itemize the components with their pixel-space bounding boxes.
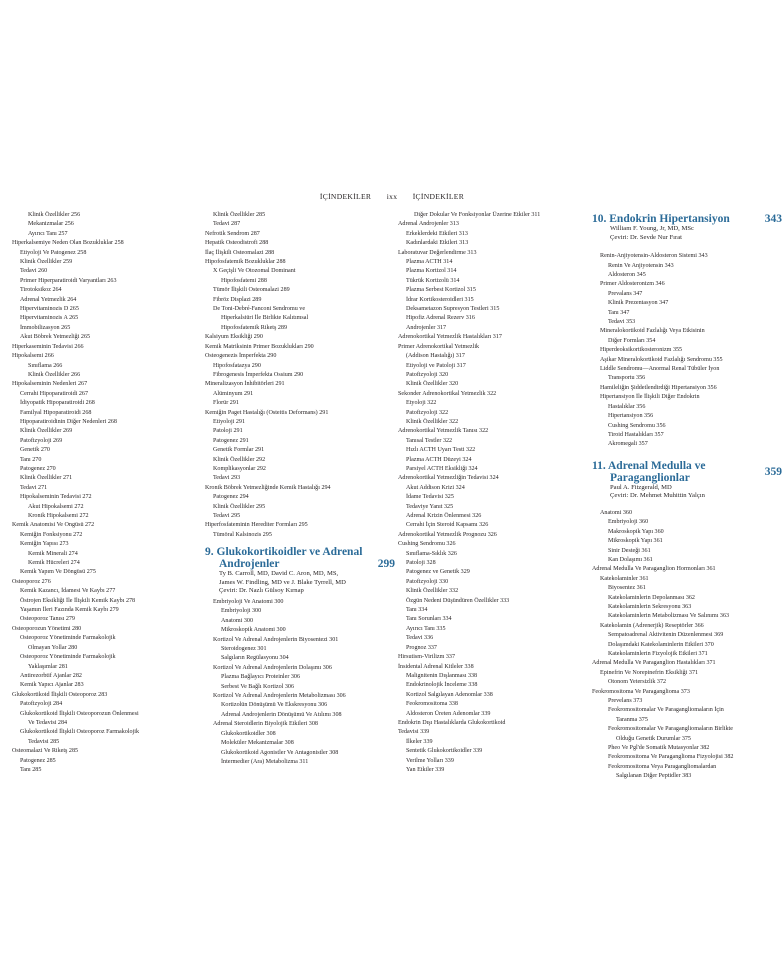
toc-entry: (Addison Hastalığı) 317: [406, 353, 465, 360]
toc-entry: Ve Tedavisi 284: [28, 719, 68, 726]
toc-entry: Dolaşımdaki Katekolaminlerin Etkileri 370: [608, 641, 714, 648]
toc-entry: Mikroskopik Anatomi 300: [221, 627, 286, 634]
chapter-10-title-text: Endokrin Hipertansiyon: [609, 213, 730, 225]
toc-entry: Moleküler Mekanizmalar 308: [221, 740, 294, 747]
toc-entry: Prevalans 347: [608, 290, 643, 297]
toc-entry: Biyosentez 361: [608, 585, 646, 592]
toc-entry: Hipervitaminozis A 265: [20, 315, 79, 322]
toc-entry: Cerrahi Hipoparatiroidi 267: [20, 390, 89, 397]
chapter-11-authors: Paul A. Fitzgerald, MD: [610, 483, 672, 491]
toc-entry: Olduğu Genetik Durumlar 375: [616, 735, 691, 742]
toc-entry: Adrenokortikal Yetmezlik Prognozu 326: [398, 531, 497, 538]
toc-entry: Tedavi 336: [406, 635, 434, 642]
toc-entry: Mikroskopik Yapı 361: [608, 538, 663, 545]
toc-entry: Tümör İlişkili Osteomalazi 289: [213, 287, 290, 294]
toc-entry: Tedavi 293: [213, 475, 241, 482]
toc-entry: Kemik Yapım Ve Döngüsü 275: [20, 569, 96, 576]
toc-entry: Transportu 356: [608, 375, 646, 382]
toc-entry: Patogenez 294: [213, 494, 249, 501]
toc-entry: Embriyoloji Ve Anatomi 300: [213, 599, 284, 605]
toc-entry: Hipervitaminozis D 265: [20, 306, 79, 313]
chapter-11-title: [592, 460, 706, 484]
toc-entry: Tedavisi 339: [398, 729, 430, 736]
toc-entry: Klinik Özellikler 256: [28, 212, 81, 218]
toc-entry: Klinik Prezentasyon 347: [608, 300, 669, 307]
toc-entry: Hipokalsemi 266: [12, 353, 54, 360]
toc-entry: Diğer Dokular Ve Fonksiyonlar Üzerine Etkiler 311: [414, 212, 541, 218]
toc-entry: Kortizol Ve Adrenal Androjenlerin Dolaşımı 306: [213, 664, 332, 671]
chapter-9-title-line1: Glukokortikoidler ve Adrenal: [216, 546, 363, 559]
toc-entry: Tümöral Kalsinozis 295: [213, 531, 272, 538]
toc-entry: İdame Tedavisi 325: [406, 494, 454, 501]
toc-entry: Feokromositoma Ve Paraganglioma Fizyolojisi 382: [608, 754, 734, 761]
toc-entry: Tedavi 353: [608, 319, 636, 326]
chapter-10-translator: Çeviri: Dr. Sevde Nur Fırat: [610, 233, 682, 241]
toc-column-3: [398, 211, 588, 775]
toc-entry: Florür 291: [213, 400, 239, 407]
toc-entry: Tedaviye Yanıt 325: [406, 503, 454, 510]
chapter-9-title-line2: Androjenler: [219, 558, 280, 571]
toc-entry: Patofizyoloji 284: [20, 701, 63, 708]
toc-entry: Katekolaminlerin Depolanması 362: [608, 594, 695, 601]
toc-entry: Anatomi 360: [600, 509, 632, 516]
toc-entry: Tedavisi 285: [28, 738, 60, 745]
toc-entry: De Toni-Debré-Fanconi Sendromu ve: [213, 306, 306, 313]
toc-entry: Klinik Özellikler 322: [406, 418, 459, 425]
toc-entry: Kortizolün Dönüşümü Ve Ekskresyonu 306: [221, 702, 328, 709]
toc-entry: Sentetik Glukokortikoidler 339: [406, 748, 483, 755]
toc-entry: Klinik Özellikler 285: [213, 212, 266, 218]
toc-entry: Hirsutism-Virilizm 337: [398, 654, 456, 661]
toc-entry: Ayırıcı Tanı 257: [28, 230, 68, 237]
toc-entry: Adrenal Androjenler 313: [398, 221, 459, 228]
toc-entry: Serbest Ve Bağlı Kortizol 306: [221, 683, 295, 690]
toc-entry: Yaklaşımlar 281: [28, 663, 68, 670]
header-right: İÇİNDEKİLER: [412, 192, 465, 201]
toc-entry: Hipofosfatemik Riketş 289: [221, 324, 288, 331]
toc-entry: Alüminyum 291: [213, 390, 254, 397]
toc-entry: Prevelans 373: [608, 698, 643, 705]
toc-entry: Plazma Kortizol 314: [406, 268, 457, 275]
toc-entry: Aldosteron 345: [608, 272, 646, 278]
toc-entry: Akut Addison Krizi 324: [406, 484, 465, 491]
toc-entry: Osteogenezis İmperfekta 290: [205, 353, 277, 360]
toc-entry: Genetik 270: [20, 447, 50, 454]
toc-entry: Androjenler 317: [406, 324, 447, 331]
running-header: [0, 192, 784, 201]
toc-entry: Akromegali 357: [608, 441, 648, 448]
toc-entry: Tedavi 295: [213, 513, 241, 519]
toc-entry: İdiyopatik Hipoparatiroidi 268: [20, 400, 95, 407]
toc-entry: Feokromositoma Veya Paragangliomalardan: [608, 763, 717, 770]
toc-entry: Yan Etkiler 339: [406, 766, 445, 773]
toc-entry: Hipertansiyon İle İlişkili Diğer Endokrin: [600, 394, 700, 401]
toc-entry: Etiyoloji Ve Patogenez 258: [20, 249, 87, 256]
chapter-11-number: 11.: [592, 459, 606, 472]
toc-entry: Mineralokortikoid Fazlalığı Veya Etkisinin: [600, 328, 705, 335]
toc-entry: Patofizyoloji 330: [406, 578, 449, 585]
toc-entry: İlaç İlişkili Osteomalazi 288: [205, 249, 275, 256]
toc-entry: Klinik Özellikler 332: [406, 588, 459, 595]
toc-entry: Sınıflama-Sıklık 326: [406, 550, 457, 557]
toc-entry: Otonom Yetersizlik 372: [608, 679, 667, 686]
toc-entry: Glukokortikoid İlişkili Osteoporoz Farmakolojik: [20, 729, 139, 736]
toc-entry: Osteoporozun Yönetimi 280: [12, 625, 82, 632]
toc-entry: Klinik Özellikler 259: [20, 259, 73, 266]
toc-entry: Katekolaminler 361: [600, 575, 649, 582]
toc-entry: Sinir Desteği 361: [608, 547, 651, 554]
toc-entry: Hastalıklar 356: [608, 403, 646, 410]
toc-entry: Etiyoloji ve Patoloji 317: [406, 362, 466, 369]
toc-entry: Tedavi 271: [20, 484, 48, 491]
toc-column-4-bottom: [592, 509, 782, 782]
toc-entry: Embriyoloji 360: [608, 519, 649, 526]
toc-entry: Klinik Özellikler 292: [213, 456, 266, 463]
chapter-10-authors: William F. Young, Jr, MD, MSc: [610, 225, 694, 232]
toc-entry: Tanı Sorunları 334: [406, 616, 452, 623]
toc-entry: Klinik Özellikler 320: [406, 381, 459, 388]
toc-entry: Kemik Minerali 274: [28, 550, 78, 557]
chapter-11-translator: Çeviri: Dr. Mehmet Muhittin Yalçın: [610, 492, 705, 500]
chapter-9-authors: Ty B. Carroll, MD, David C. Aron, MD, MS,: [219, 570, 339, 578]
toc-entry: Klinik Özellikler 269: [20, 428, 73, 435]
toc-entry: Kalsiyum Eksikliği 290: [205, 334, 263, 341]
chapter-9-page: 299: [377, 558, 395, 571]
toc-entry: Sempatoadrenal Aktivitenin Düzenlenmesi 369: [608, 632, 724, 639]
toc-entry: Kadınlardaki Etkileri 313: [406, 240, 469, 247]
toc-column-1: [12, 211, 202, 775]
toc-entry: Fibrogenesis İmperfekta Ossium 290: [213, 371, 304, 378]
toc-entry: Plazma Bağlayıcı Proteinler 306: [221, 674, 301, 681]
toc-entry: Plazma ACTH Düzeyi 324: [406, 456, 472, 463]
toc-entry: Tanı 347: [608, 309, 630, 316]
toc-entry: Hiperdeoksikortikosteronizm 355: [600, 347, 683, 354]
toc-entry: Adrenal Androjenlerin Dönüşümü Ve Atılımı 308: [221, 711, 342, 718]
toc-entry: Hipertansiyon 356: [608, 413, 654, 420]
toc-entry: X Geçişli Ve Otozomal Dominant: [213, 268, 296, 275]
toc-entry: Mekanizmalar 256: [28, 221, 74, 228]
toc-entry: Kemik Kazancı, İdamesi Ve Kaybı 277: [20, 588, 116, 595]
toc-entry: Patoloji 291: [213, 428, 243, 435]
toc-entry: Plazma ACTH 314: [406, 259, 453, 266]
toc-entry: Kemik Hücreleri 274: [28, 560, 80, 567]
toc-entry: Klinik Özellikler 295: [213, 503, 266, 510]
toc-entry: Kan Dolaşımı 361: [608, 556, 653, 563]
toc-entry: Makroskopik Yapı 360: [608, 528, 664, 535]
toc-entry: Kemik Anatomisi Ve Ongüsü 272: [12, 522, 95, 529]
toc-entry: Embriyoloji 300: [221, 608, 262, 615]
toc-entry: Hiperfosfateminin Herediter Formları 295: [205, 522, 308, 529]
chapter-10-number: 10.: [592, 213, 607, 225]
toc-column-2-bottom: [205, 598, 395, 767]
toc-entry: Plazma Serbest Kortizol 315: [406, 287, 476, 294]
toc-entry: Parsiyel ACTH Eksikliği 324: [406, 465, 478, 472]
toc-entry: Tanı 285: [20, 766, 42, 773]
toc-entry: Feokromositomalar Ve Paragangliomaların İçin: [608, 707, 724, 714]
chapter-11-page: 359: [764, 465, 782, 478]
toc-entry: Katekolamin (Adrenerjik) Reseptörler 366: [600, 622, 704, 629]
toc-entry: Glukokortikoid İlişkili Osteoporoz 283: [12, 691, 108, 698]
toc-entry: Sınıflama 266: [28, 362, 63, 369]
toc-entry: Cushing Sendromu 326: [398, 541, 456, 548]
toc-entry: Tedavi 287: [213, 221, 241, 228]
toc-entry: Primer Adrenokortikal Yetmezlik: [398, 343, 480, 350]
toc-entry: Glukokortikoidler 308: [221, 730, 276, 737]
toc-entry: Aşikar Mineralokortikoid Fazlalığı Sendromu 355: [600, 356, 723, 363]
toc-entry: Kortizol Ve Adrenal Androjenlerin Metabolizması 306: [213, 693, 346, 700]
toc-entry: Osteoporoz Yönetiminde Farmakolojik: [20, 635, 116, 642]
toc-entry: Kemiğin Yapısı 273: [20, 541, 69, 548]
toc-entry: Yaşamın İleri Fazında Kemik Kaybı 279: [20, 607, 119, 614]
toc-entry: Salgıların Regülasyonu 304: [221, 655, 289, 662]
toc-entry: Hipofosfatemi 288: [221, 277, 267, 284]
toc-entry: Hepatik Osteodistrofi 288: [205, 240, 269, 247]
toc-entry: Patogenez 285: [20, 757, 56, 764]
toc-entry: Patofizyoloji 320: [406, 371, 449, 378]
toc-entry: Adrenokortikal Yetmezlik Hastalıkları 317: [398, 334, 502, 341]
toc-entry: Endokrinolojik İnceleme 338: [406, 682, 478, 689]
toc-entry: İmmobilizasyon 265: [20, 324, 71, 331]
toc-entry: Glukokortikoid İlişkili Osteoporozun Önlenmesi: [20, 710, 139, 717]
toc-entry: Malignitenin Dışlanması 338: [406, 672, 478, 679]
toc-entry: Kronik Hipokalsemi 272: [28, 513, 89, 519]
header-left: İÇİNDEKİLER: [319, 192, 372, 201]
toc-entry: Mineralizasyon İnhibitörleri 291: [205, 381, 285, 388]
toc-entry: Komplikasyonlar 292: [213, 465, 266, 472]
toc-entry: Kortizol Ve Adrenal Androjenlerin Biyosentezi 301: [213, 636, 339, 643]
chapter-9-heading: [205, 546, 395, 596]
toc-entry: İlkeler 339: [406, 738, 433, 745]
toc-entry: Cerrahi İçin Steroid Kapsamı 326: [406, 522, 489, 529]
toc-entry: Hipofosfatemik Bozukluklar 288: [205, 259, 286, 266]
toc-entry: Hipokalseminin Tedavisi 272: [20, 494, 92, 501]
toc-entry: Liddle Sendromu—Anormal Renal Tübüler İyon: [600, 366, 720, 373]
chapter-9-number: 9.: [205, 546, 214, 559]
toc-entry: Feokromositoma 338: [406, 701, 458, 708]
toc-entry: Feokromositomalar Ve Paragangliomaların Birlikte: [608, 726, 733, 733]
chapter-11-title-line2: Paraganglionlar: [610, 471, 690, 484]
chapter-11-heading: [592, 460, 782, 501]
toc-entry: Patofizyoloji 269: [20, 437, 63, 444]
toc-entry: Hipoparatiroidinin Diğer Nedenleri 268: [20, 418, 117, 425]
toc-entry: Ayırıcı Tanı 335: [406, 625, 446, 632]
toc-entry: Verilme Yolları 339: [406, 757, 454, 764]
toc-entry: Kemiğin Paget Hastalığı (Osteitis Deformans) 291: [205, 409, 329, 416]
toc-entry: Katekolaminlerin Fizyolojik Etkileri 371: [608, 651, 708, 657]
toc-entry: Laboratuvar Değerlendirme 313: [398, 249, 477, 256]
toc-entry: Osteoporoz Tanısı 279: [20, 616, 75, 623]
toc-column-4: [592, 213, 782, 782]
chapter-11-title-line1: Adrenal Medulla ve: [608, 459, 706, 472]
chapter-10-heading: [592, 213, 782, 242]
toc-entry: Hiperkaseminin Tedavisi 266: [12, 343, 84, 350]
toc-entry: Hipokalseminin Nedenleri 267: [12, 381, 88, 388]
toc-entry: Adrenal Krizin Önlenmesi 326: [406, 513, 482, 519]
toc-entry: Olmayan Yollar 280: [28, 644, 78, 651]
toc-entry: Diğer Formları 354: [608, 337, 656, 344]
toc-entry: Patogenez ve Genetik 329: [406, 569, 470, 576]
toc-entry: Etiyoloji 291: [213, 418, 245, 425]
toc-entry: Anatomi 300: [221, 617, 253, 624]
toc-entry: Hipofiz Adrenal Rezerv 316: [406, 315, 475, 322]
toc-entry: Kronik Böbrek Yetmezliğinde Kemik Hastalığı 294: [205, 484, 331, 491]
toc-entry: Katekolaminlerin Sekresyonu 363: [608, 603, 692, 610]
page-number: ixx: [386, 192, 398, 201]
toc-entry: Kortizol Salgılayan Adenomlar 338: [406, 691, 493, 698]
toc-entry: Adrenal Yetmezlik 264: [20, 296, 77, 303]
toc-entry: Klinik Özellikler 271: [20, 475, 73, 482]
toc-entry: Adrenal Medulla Ve Paraganglion Hormonları 361: [592, 566, 716, 573]
toc-entry: Tedavi 260: [20, 268, 48, 275]
toc-entry: Pheo Ve Pgl'de Somatik Mutasyonlar 382: [608, 745, 710, 752]
toc-entry: Genetik Formlar 291: [213, 447, 265, 454]
toc-entry: İnsidental Adrenal Kitleler 338: [398, 663, 474, 670]
chapter-9-authors-2: James W. Findling, MD ve J. Blake Tyrrell, MD: [219, 578, 346, 586]
toc-entry: Hipofosfatazya 290: [213, 362, 261, 369]
toc-entry: Hiperkalsiüri İle Birlikte Kalıtımsal: [221, 315, 309, 322]
toc-entry: Kemiğin Fonksiyonu 272: [20, 531, 83, 538]
toc-entry: Renin-Anjiyotensin-Aldosteron Sistemi 343: [600, 253, 708, 260]
toc-entry: Adrenokortikal Yetmezliğin Tedavisi 324: [398, 475, 499, 482]
toc-entry: Primer Aldosteronizm 346: [600, 281, 665, 288]
toc-entry: Patogenez 270: [20, 465, 56, 472]
toc-entry: Akut Hipokalsemi 272: [28, 503, 84, 510]
toc-entry: Patofizyoloji 322: [406, 409, 449, 416]
toc-entry: Familyal Hipoparatiroidi 268: [20, 409, 92, 416]
toc-entry: Deksametazon Supresyon Testleri 315: [406, 306, 500, 313]
toc-entry: Tanı 334: [406, 607, 428, 614]
toc-entry: Cushing Sendromu 356: [608, 422, 666, 429]
toc-entry: Klinik Özellikler 266: [28, 371, 81, 378]
toc-entry: Etyoloji 322: [406, 400, 437, 407]
toc-entry: Salgılanan Diğer Peptidler 383: [616, 773, 692, 780]
chapter-10-page: 343: [764, 213, 782, 225]
toc-column-2: [205, 211, 395, 767]
toc-entry: Taranma 375: [616, 716, 648, 723]
toc-entry: Renin Ve Anjiyotensin 343: [608, 262, 674, 269]
toc-entry: Hamileliğin Şiddetlendirdiği Hipertansiyon 356: [600, 384, 717, 391]
toc-entry: Epinefrin Ve Norepinefrin Eksikliği 371: [600, 669, 699, 676]
toc-entry: İdrar Kortikosteroidleri 315: [406, 296, 474, 303]
toc-entry: Adrenal Medulla Ve Paraganglion Hastalıkları 371: [592, 660, 716, 667]
chapter-9-translator: Çeviri: Dr. Nazlı Gülsoy Kırnap: [219, 587, 304, 595]
toc-entry: Patoloji 328: [406, 560, 436, 567]
toc-column-4-top: [592, 252, 782, 450]
toc-entry: Antirezorbtif Ajanlar 282: [20, 672, 82, 679]
toc-entry: Nefrotik Sendrom 287: [205, 230, 260, 237]
toc-entry: Tanısal Testler 322: [406, 437, 453, 444]
toc-entry: Östrojen Eksikliği İle İlişkili Kemik Kaybı 278: [20, 597, 136, 604]
toc-entry: Kemik Matriksinin Primer Bozuklukları 290: [205, 343, 314, 350]
toc-entry: Patogenez 291: [213, 437, 249, 444]
toc-entry: Tirotoksikoz 264: [20, 287, 62, 294]
toc-entry: Endokrin Dışı Hastalıklarda Glukokortikoid: [398, 719, 506, 726]
toc-entry: Steroidogenez 301: [221, 646, 267, 653]
toc-entry: Katekolaminlerin Metabolizması Ve Salınımı 363: [608, 613, 730, 620]
toc-entry: Adrenal Steroidlerin Biyolojik Etkileri 308: [213, 721, 318, 728]
toc-entry: Tükrük Kortizolü 314: [406, 277, 460, 284]
toc-entry: Sekonder Adrenokortikal Yetmezlik 322: [398, 390, 497, 397]
toc-entry: Fibröz Displazi 289: [213, 296, 262, 303]
toc-entry: Akut Böbrek Yetmezliği 265: [20, 334, 91, 341]
toc-entry: Adrenokortikal Yetmezlik Tanısı 322: [398, 428, 489, 435]
toc-entry: İntermedier (Ara) Metabolizma 311: [221, 758, 309, 765]
toc-entry: Osteomalazi Ve Riketş 285: [12, 748, 79, 755]
toc-entry: Glukokortikoid Agonistler Ve Antagonistler 308: [221, 749, 339, 756]
chapter-9-title: [205, 546, 362, 570]
toc-entry: Tanı 270: [20, 456, 42, 463]
toc-column-2-top: [205, 211, 395, 540]
toc-entry: Tiroid Hastalıkları 357: [608, 431, 664, 438]
toc-entry: Aldosteron Üreten Adenomlar 339: [406, 710, 491, 717]
toc-entry: Hiperkalsemiye Neden Olan Bozukluklar 258: [12, 240, 124, 247]
toc-entry: Prognoz 337: [406, 644, 437, 651]
toc-entry: Osteoporoz Yönetiminde Farmakolojik: [20, 654, 116, 661]
toc-entry: Osteoporoz 276: [12, 578, 51, 585]
toc-entry: Primer Hiperparatiroidi Varyantları 263: [20, 277, 117, 284]
chapter-10-title: [592, 213, 730, 225]
toc-entry: Erkeklerdeki Etkileri 313: [406, 230, 468, 237]
toc-entry: Özgün Nedeni Düşündüren Özellikler 333: [406, 597, 510, 604]
toc-entry: Feokromositoma Ve Paraganglioma 373: [592, 688, 690, 695]
toc-entry: Kemik Yapıcı Ajanlar 283: [20, 682, 84, 689]
toc-entry: Hızlı ACTH Uyarı Testi 322: [406, 447, 476, 454]
